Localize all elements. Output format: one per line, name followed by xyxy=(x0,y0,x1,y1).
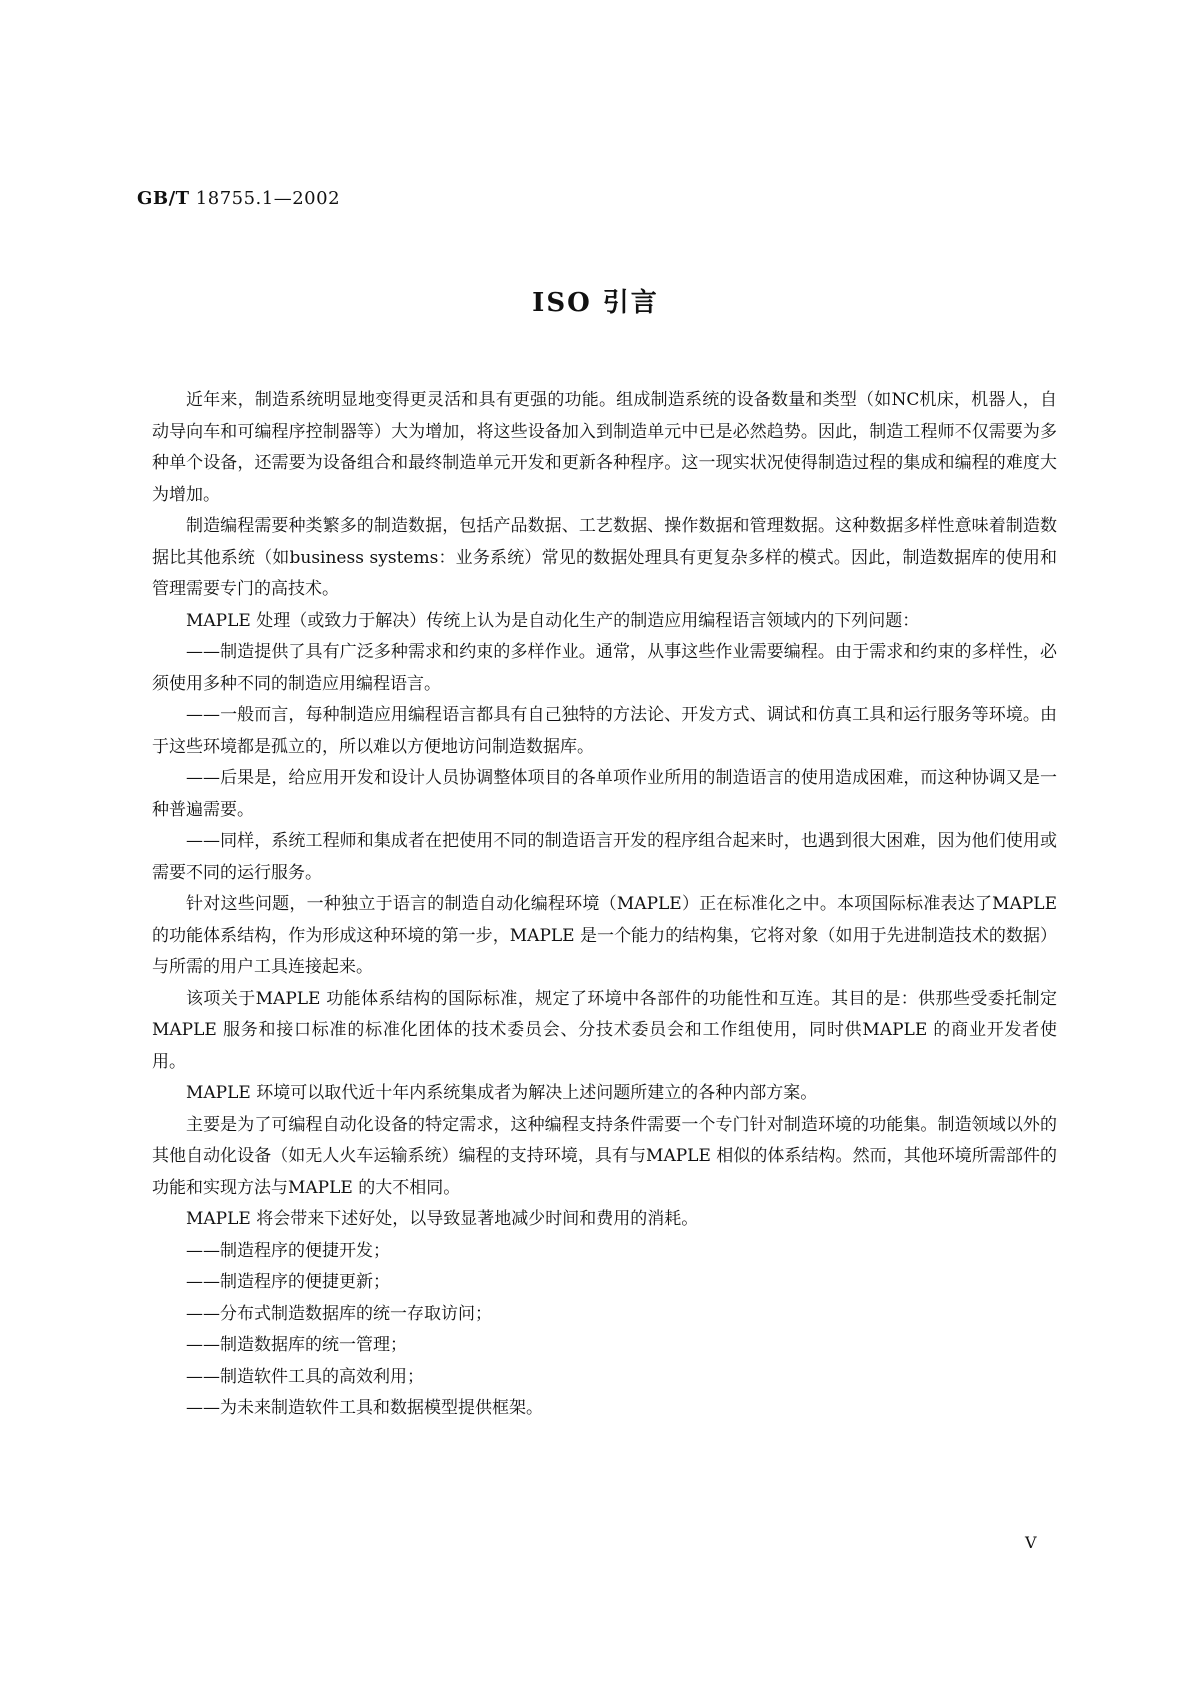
paragraph: MAPLE 将会带来下述好处，以导致显著地减少时间和费用的消耗。 xyxy=(186,1209,699,1229)
list-item: ——制造提供了具有广泛多种需求和约束的多样作业。通常，从事这些作业需要编程。由于需求和约束的多样性，必须使用多种不同的制造应用编程语言。 xyxy=(152,642,1057,694)
list-item: ——同样，系统工程师和集成者在把使用不同的制造语言开发的程序组合起来时，也遇到很大困难，因为他们使用或需要不同的运行服务。 xyxy=(152,831,1057,883)
body-text xyxy=(152,385,1057,1425)
paragraph: MAPLE 环境可以取代近十年内系统集成者为解决上述问题所建立的各种内部方案。 xyxy=(186,1083,818,1103)
standard-number: 18755.1—2002 xyxy=(195,188,341,209)
list-item: ——制造程序的便捷开发； xyxy=(186,1240,390,1261)
list-item: ——一般而言，每种制造应用编程语言都具有自己独特的方法论、开发方式、调试和仿真工具和运行服务等环境。由于这些环境都是孤立的，所以难以方便地访问制造数据库。 xyxy=(152,705,1057,757)
page-number: V xyxy=(1025,1533,1037,1552)
list-item: ——制造程序的便捷更新； xyxy=(186,1272,390,1292)
paragraph: 针对这些问题，一种独立于语言的制造自动化编程环境（MAPLE）正在标准化之中。本项国际标准表达了MAPLE 的功能体系结构，作为形成这种环境的第一步，MAPLE 是一个能力的结构集，它将对象（如用于先进制造技术的数据）与所需的用户工具连接起来。 xyxy=(152,894,1057,977)
paragraph: 该项关于MAPLE 功能体系结构的国际标准，规定了环境中各部件的功能性和互连。其目的是：供那些受委托制定MAPLE 服务和接口标准的标准化团体的技术委员会、分技术委员会和工作组使用，同时供MAPLE 的商业开发者使用。 xyxy=(152,988,1057,1072)
list-item: ——后果是，给应用开发和设计人员协调整体项目的各单项作业所用的制造语言的使用造成困难，而这种协调又是一种普遍需要。 xyxy=(152,768,1057,820)
document-header xyxy=(137,188,340,209)
paragraph: MAPLE 处理（或致力于解决）传统上认为是自动化生产的制造应用编程语言领域内的下列问题： xyxy=(186,610,920,631)
paragraph: 制造编程需要种类繁多的制造数据，包括产品数据、工艺数据、操作数据和管理数据。这种数据多样性意味着制造数据比其他系统（如business systems：业务系统）常见的数据处理具有更复杂多样的模式。因此，制造数据库的使用和管理需要专门的高技术。 xyxy=(152,516,1057,599)
list-item: ——制造数据库的统一管理； xyxy=(186,1335,407,1355)
page-title: ISO 引言 xyxy=(532,288,659,318)
paragraph: 近年来，制造系统明显地变得更灵活和具有更强的功能。组成制造系统的设备数量和类型（如NC机床，机器人，自动导向车和可编程序控制器等）大为增加，将这些设备加入到制造单元中已是必然趋势。因此，制造工程师不仅需要为多种单个设备，还需要为设备组合和最终制造单元开发和更新各种程序。这一现实状况使得制造过程的集成和编程的难度大为增加。 xyxy=(152,390,1057,505)
list-item: ——为未来制造软件工具和数据模型提供框架。 xyxy=(186,1398,543,1418)
paragraph: 主要是为了可编程自动化设备的特定需求，这种编程支持条件需要一个专门针对制造环境的功能集。制造领域以外的其他自动化设备（如无人火车运输系统）编程的支持环境，具有与MAPLE 相似的体系结构。然而，其他环境所需部件的功能和实现方法与MAPLE 的大不相同。 xyxy=(152,1114,1057,1198)
list-item: ——制造软件工具的高效利用； xyxy=(186,1366,424,1387)
standard-code: GB/T xyxy=(137,188,190,209)
list-item: ——分布式制造数据库的统一存取访问； xyxy=(186,1303,492,1324)
